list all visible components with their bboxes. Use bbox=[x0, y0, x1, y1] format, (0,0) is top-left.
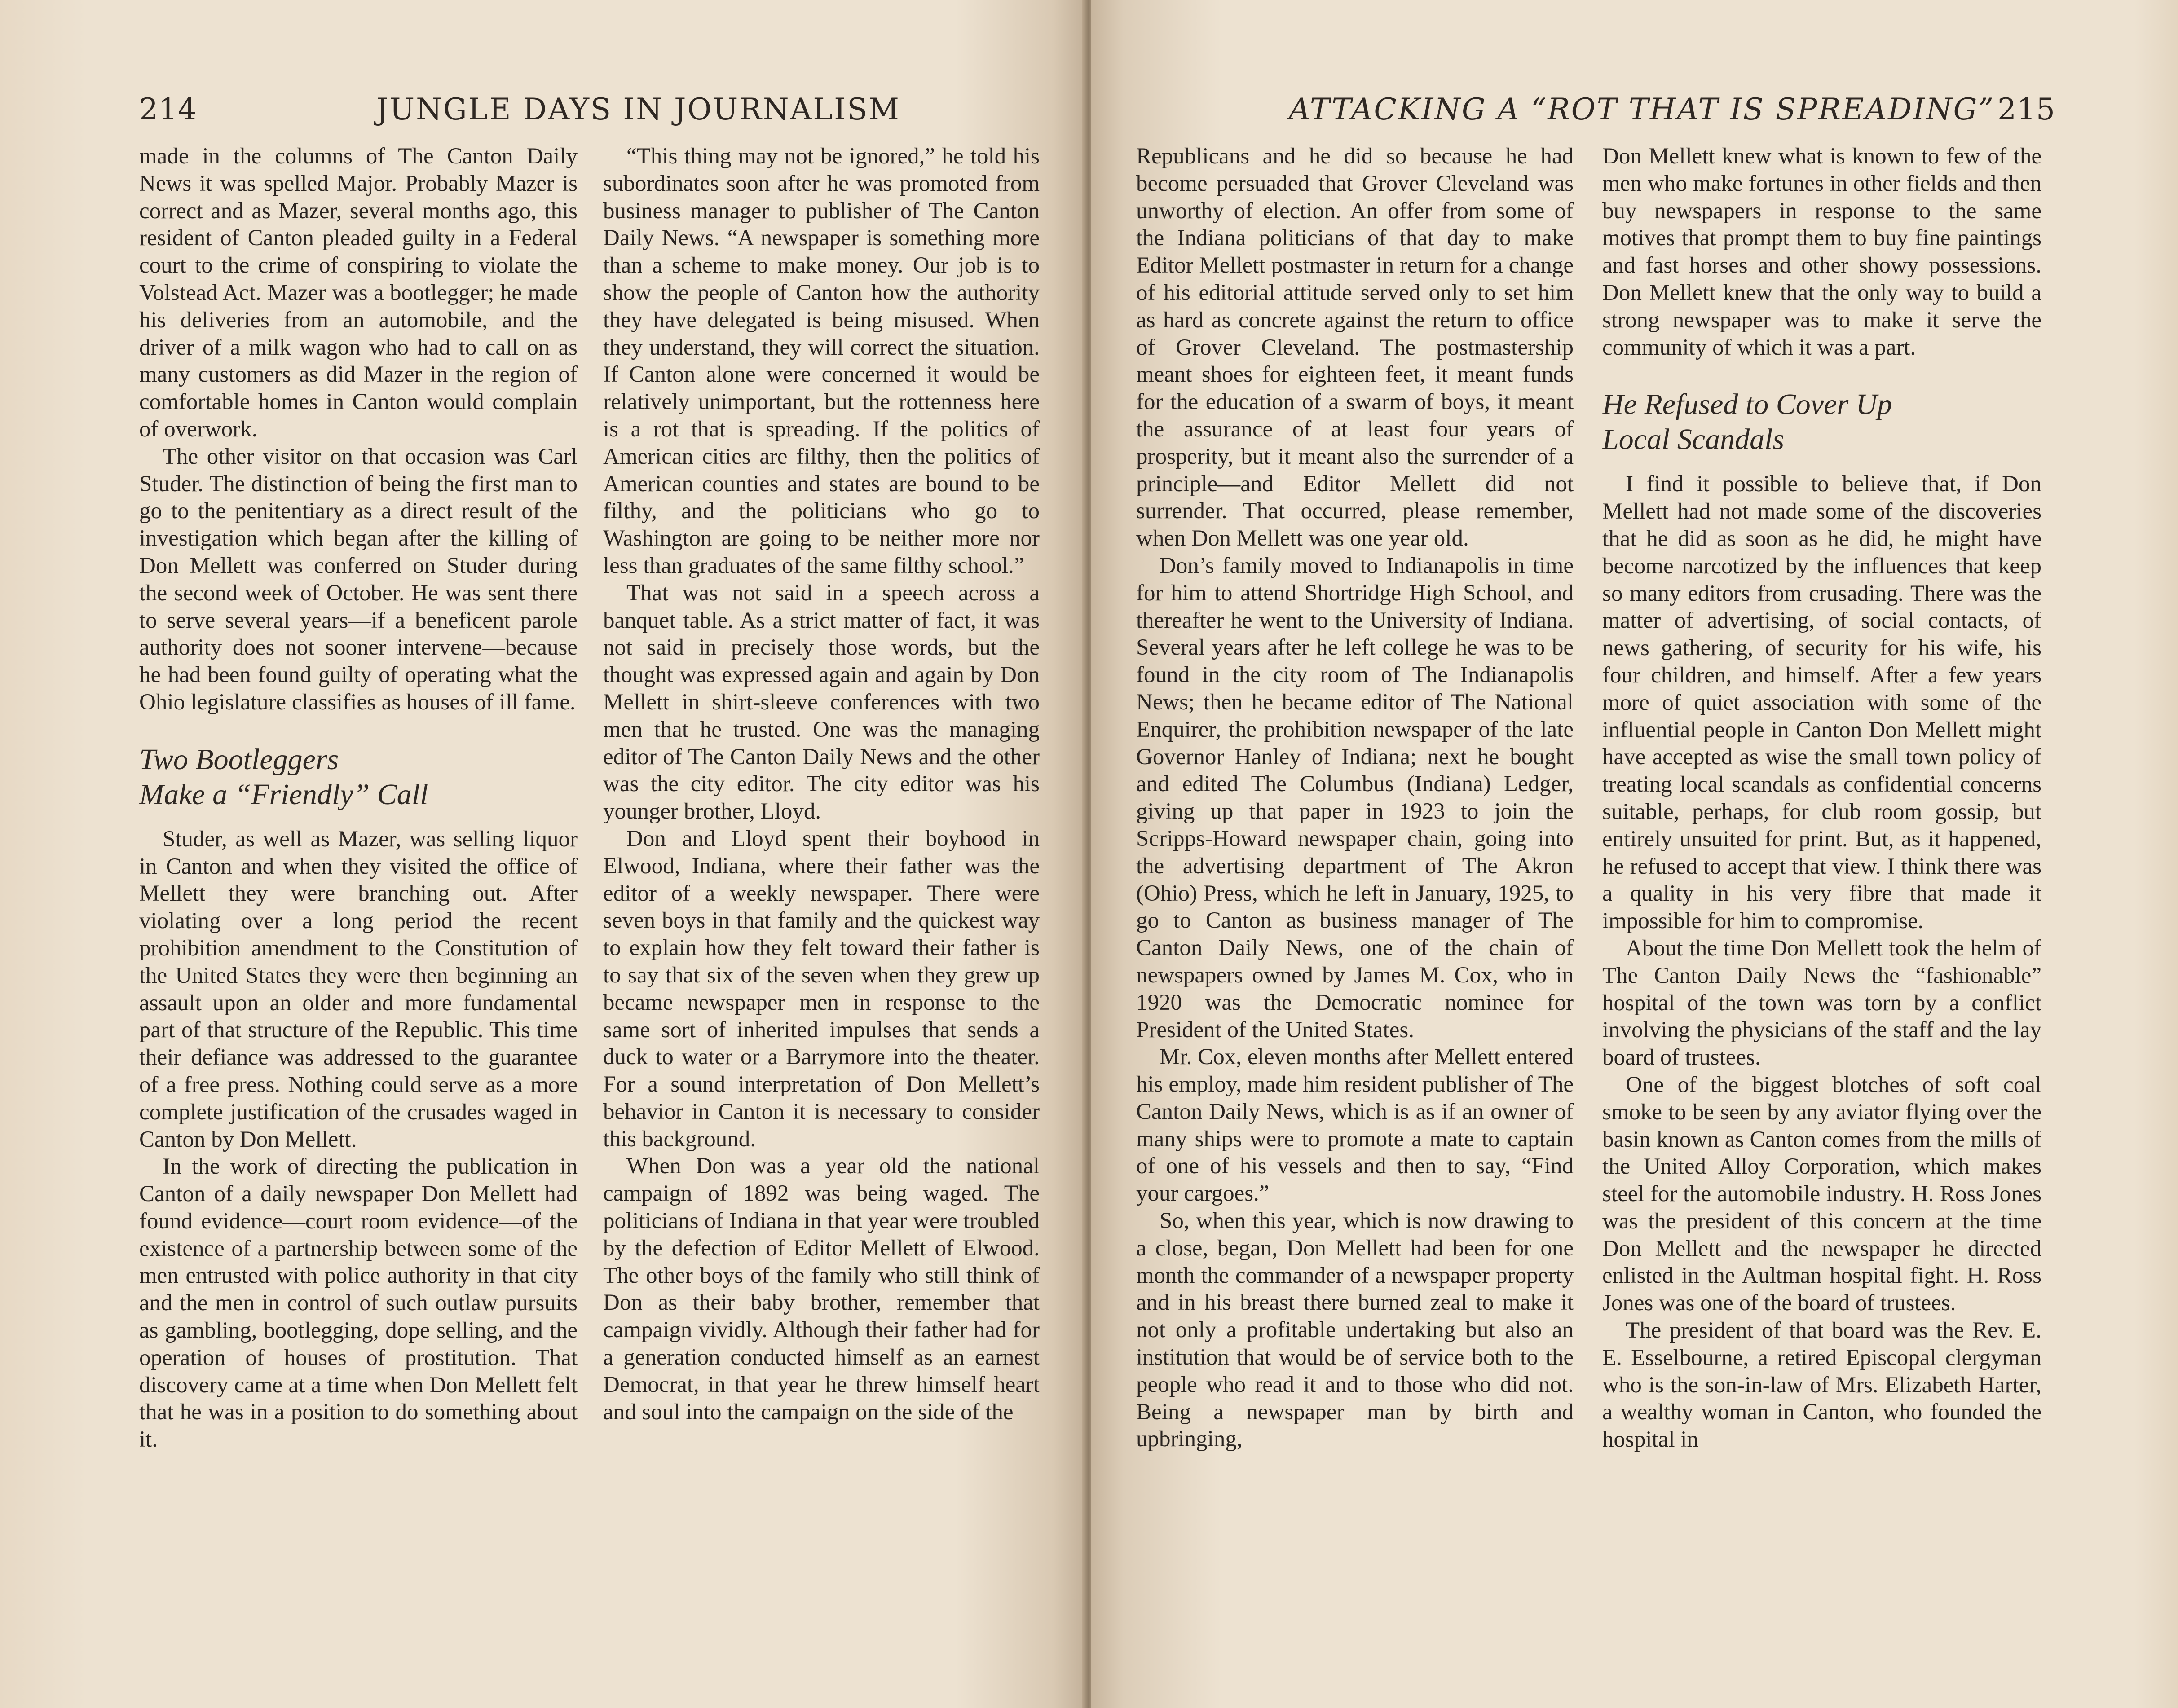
paragraph: The other visitor on that occasion was Carl Studer. The distinction of being the first man to go to the penitentiary as a direct result of the investigation which began after the killing of Don Mellett was conferred on Studer during the second week of October. He was sent there to serve several years—if a beneficent parole authority does not sooner intervene—because he had been found guilty of operating what the Ohio legislature classifies as houses of ill fame. bbox=[139, 444, 578, 715]
paragraph: made in the columns of The Canton Daily News it was spelled Major. Probably Mazer is correct and as Mazer, several months ago, this resident of Canton pleaded guilty in a Federal court to the crime of conspiring to violate the Volstead Act. Mazer was a bootlegger; he made his deliveries from an automobile, and the driver of a milk wagon who had to call on as many customers as did Mazer in the region of comfortable homes in Canton would complain of overwork. bbox=[139, 144, 578, 442]
right-column-1 bbox=[1136, 143, 1574, 1453]
right-running-head: ATTACKING A “ROT THAT IS SPREADING” bbox=[1289, 92, 1995, 127]
section-heading: He Refused to Cover Up Local Scandals bbox=[1602, 388, 1892, 456]
right-page-number: 215 bbox=[1997, 92, 2055, 127]
left-column-2 bbox=[603, 143, 1040, 1426]
paragraph: In the work of directing the publication in Canton of a daily newspaper Don Mellett had found evidence—court room evidence—of the existence of a partnership between some of the men entrusted with police authority in that city and the men in control of such outlaw pursuits as gambling, bootlegging, dope selling, and the operation of houses of prostitution. That discovery came at a time when Don Mellett felt that he was in a position to do something about it. bbox=[139, 1154, 578, 1453]
paragraph: The president of that board was the Rev. E. E. Esselbourne, a retired Episcopal clergyman who is the son-in-law of Mrs. Elizabeth Harter, a wealthy woman in Canton, who founded the hospital in bbox=[1602, 1318, 2041, 1453]
left-column-1 bbox=[139, 143, 578, 1453]
paragraph: Studer, as well as Mazer, was selling liquor in Canton and when they visited the office of Mellett they were branching out. After violating over a long period the recent prohibition amendment to the Constitution of the United States they were then beginning an assault upon an older and more fundamental part of that structure of the Republic. This time their defiance was addressed to the guarantee of a free press. Nothing could serve as a more complete justification of the crusades waged in Canton by Don Mellett. bbox=[139, 826, 578, 1152]
left-page-number: 214 bbox=[139, 92, 197, 127]
paragraph: Republicans and he did so because he had become persuaded that Grover Cleveland was unworthy of election. An offer from some of the Indiana politicians of that day to make Editor Mellett postmaster in return for a change of his editorial attitude served only to set him as hard as concrete against the return to office of Grover Cleveland. The postmastership meant shoes for eighteen feet, it meant funds for the education of a swarm of boys, it meant the assurance of at least four years of prosperity, but it meant also the surrender of a principle—and Editor Mellett did not surrender. That occurred, please remember, when Don Mellett was one year old. bbox=[1136, 144, 1574, 551]
paragraph: About the time Don Mellett took the helm of The Canton Daily News the “fashionable” hospital of the town was torn by a conflict involving the physicians of the staff and the lay board of trustees. bbox=[1602, 935, 2041, 1070]
paragraph: Mr. Cox, eleven months after Mellett entered his employ, made him resident publisher of The Canton Daily News, which is as if an owner of many ships were to promote a mate to captain of one of his vessels and then to say, “Find your cargoes.” bbox=[1136, 1044, 1574, 1206]
right-column-2 bbox=[1602, 143, 2041, 1453]
paragraph: So, when this year, which is now drawing to a close, began, Don Mellett had been for one month the commander of a newspaper property and in his breast there burned zeal to make it not only a profitable undertaking but also an institution that would be of service both to the people who read it and to those who did not. Being a newspaper man by birth and upbringing, bbox=[1136, 1208, 1574, 1452]
paragraph: “This thing may not be ignored,” he told his subordinates soon after he was promoted from business manager to publisher of The Canton Daily News. “A newspaper is something more than a scheme to make money. Our job is to show the people of Canton how the authority they have delegated is being misused. When they understand, they will correct the situation. If Canton alone were concerned it would be relatively unimportant, but the rottenness here is a rot that is spreading. If the politics of American cities are filthy, then the politics of American counties and states are bound to be filthy, and the politicians who go to Washington are going to be neither more nor less than graduates of the same filthy school.” bbox=[603, 144, 1040, 578]
left-page bbox=[0, 0, 1086, 1708]
section-heading: Two Bootleggers Make a “Friendly” Call bbox=[139, 743, 428, 811]
paragraph: I find it possible to believe that, if Don Mellett had not made some of the discoveries that he did as soon as he did, he might have become narcotized by the influences that keep so many editors from crusading. There was the matter of advertising, of social contacts, of news gathering, of security for his wife, his four children, and himself. After a few years more of quiet association with some of the influential people in Canton Don Mellett might have accepted as wise the small town policy of treating local scandals as confidential concerns suitable, perhaps, for club room gossip, but entirely unsuited for print. But, as it happened, he refused to accept that view. I think there was a quality in his very fibre that made it impossible for him to compromise. bbox=[1602, 471, 2041, 934]
paragraph: Don Mellett knew what is known to few of the men who make fortunes in other fields and then buy newspapers in response to the same motives that prompt them to buy fine paintings and fast horses and other showy possessions. Don Mellett knew that the only way to build a strong newspaper was to make it serve the community of which it was a part. bbox=[1602, 144, 2041, 360]
paragraph: Don’s family moved to Indianapolis in time for him to attend Shortridge High School, and thereafter he went to the University of Indiana. Several years after he left college he was to be found in the city room of The Indianapolis News; then he became editor of The National Enquirer, the prohibition newspaper of the late Governor Hanley of Indiana; next he bought and edited The Columbus (Indiana) Ledger, giving up that paper in 1923 to join the Scripps-Howard newspaper chain, going into the advertising department of The Akron (Ohio) Press, which he left in January, 1925, to go to Canton as business manager of The Canton Daily News, one of the chain of newspapers owned by James M. Cox, who in 1920 was the Democratic nominee for President of the United States. bbox=[1136, 553, 1574, 1043]
right-page bbox=[1091, 0, 2178, 1708]
left-running-head: JUNGLE DAYS IN JOURNALISM bbox=[376, 92, 900, 127]
paragraph: That was not said in a speech across a banquet table. As a strict matter of fact, it was not said in precisely those words, but the thought was expressed again and again by Don Mellett in shirt-sleeve conferences with two men that he trusted. One was the managing editor of The Canton Daily News and the other was the city editor. The city editor was his younger brother, Lloyd. bbox=[603, 580, 1040, 824]
paragraph: One of the biggest blotches of soft coal smoke to be seen by any aviator flying over the basin known as Canton comes from the mills of the United Alloy Corporation, which makes steel for the automobile industry. H. Ross Jones was the president of this concern at the time Don Mellett and the newspaper he directed enlisted in the Aultman hospital fight. H. Ross Jones was one of the board of trustees. bbox=[1602, 1072, 2041, 1316]
paragraph: When Don was a year old the national campaign of 1892 was being waged. The politicians of Indiana in that year were troubled by the defection of Editor Mellett of Elwood. The other boys of the family who still think of Don as their baby brother, remember that campaign vividly. Although their father had for a generation conducted himself as an earnest Democrat, in that year he threw himself heart and soul into the campaign on the side of the bbox=[603, 1153, 1040, 1425]
paragraph: Don and Lloyd spent their boyhood in Elwood, Indiana, where their father was the editor of a weekly newspaper. There were seven boys in that family and the quickest way to explain how they felt toward their father is to say that six of the seven when they grew up became newspaper men in response to the same sort of inherited impulses that sends a duck to water or a Barrymore into the theater. For a sound interpretation of Don Mellett’s behavior in Canton it is necessary to consider this background. bbox=[603, 826, 1040, 1152]
